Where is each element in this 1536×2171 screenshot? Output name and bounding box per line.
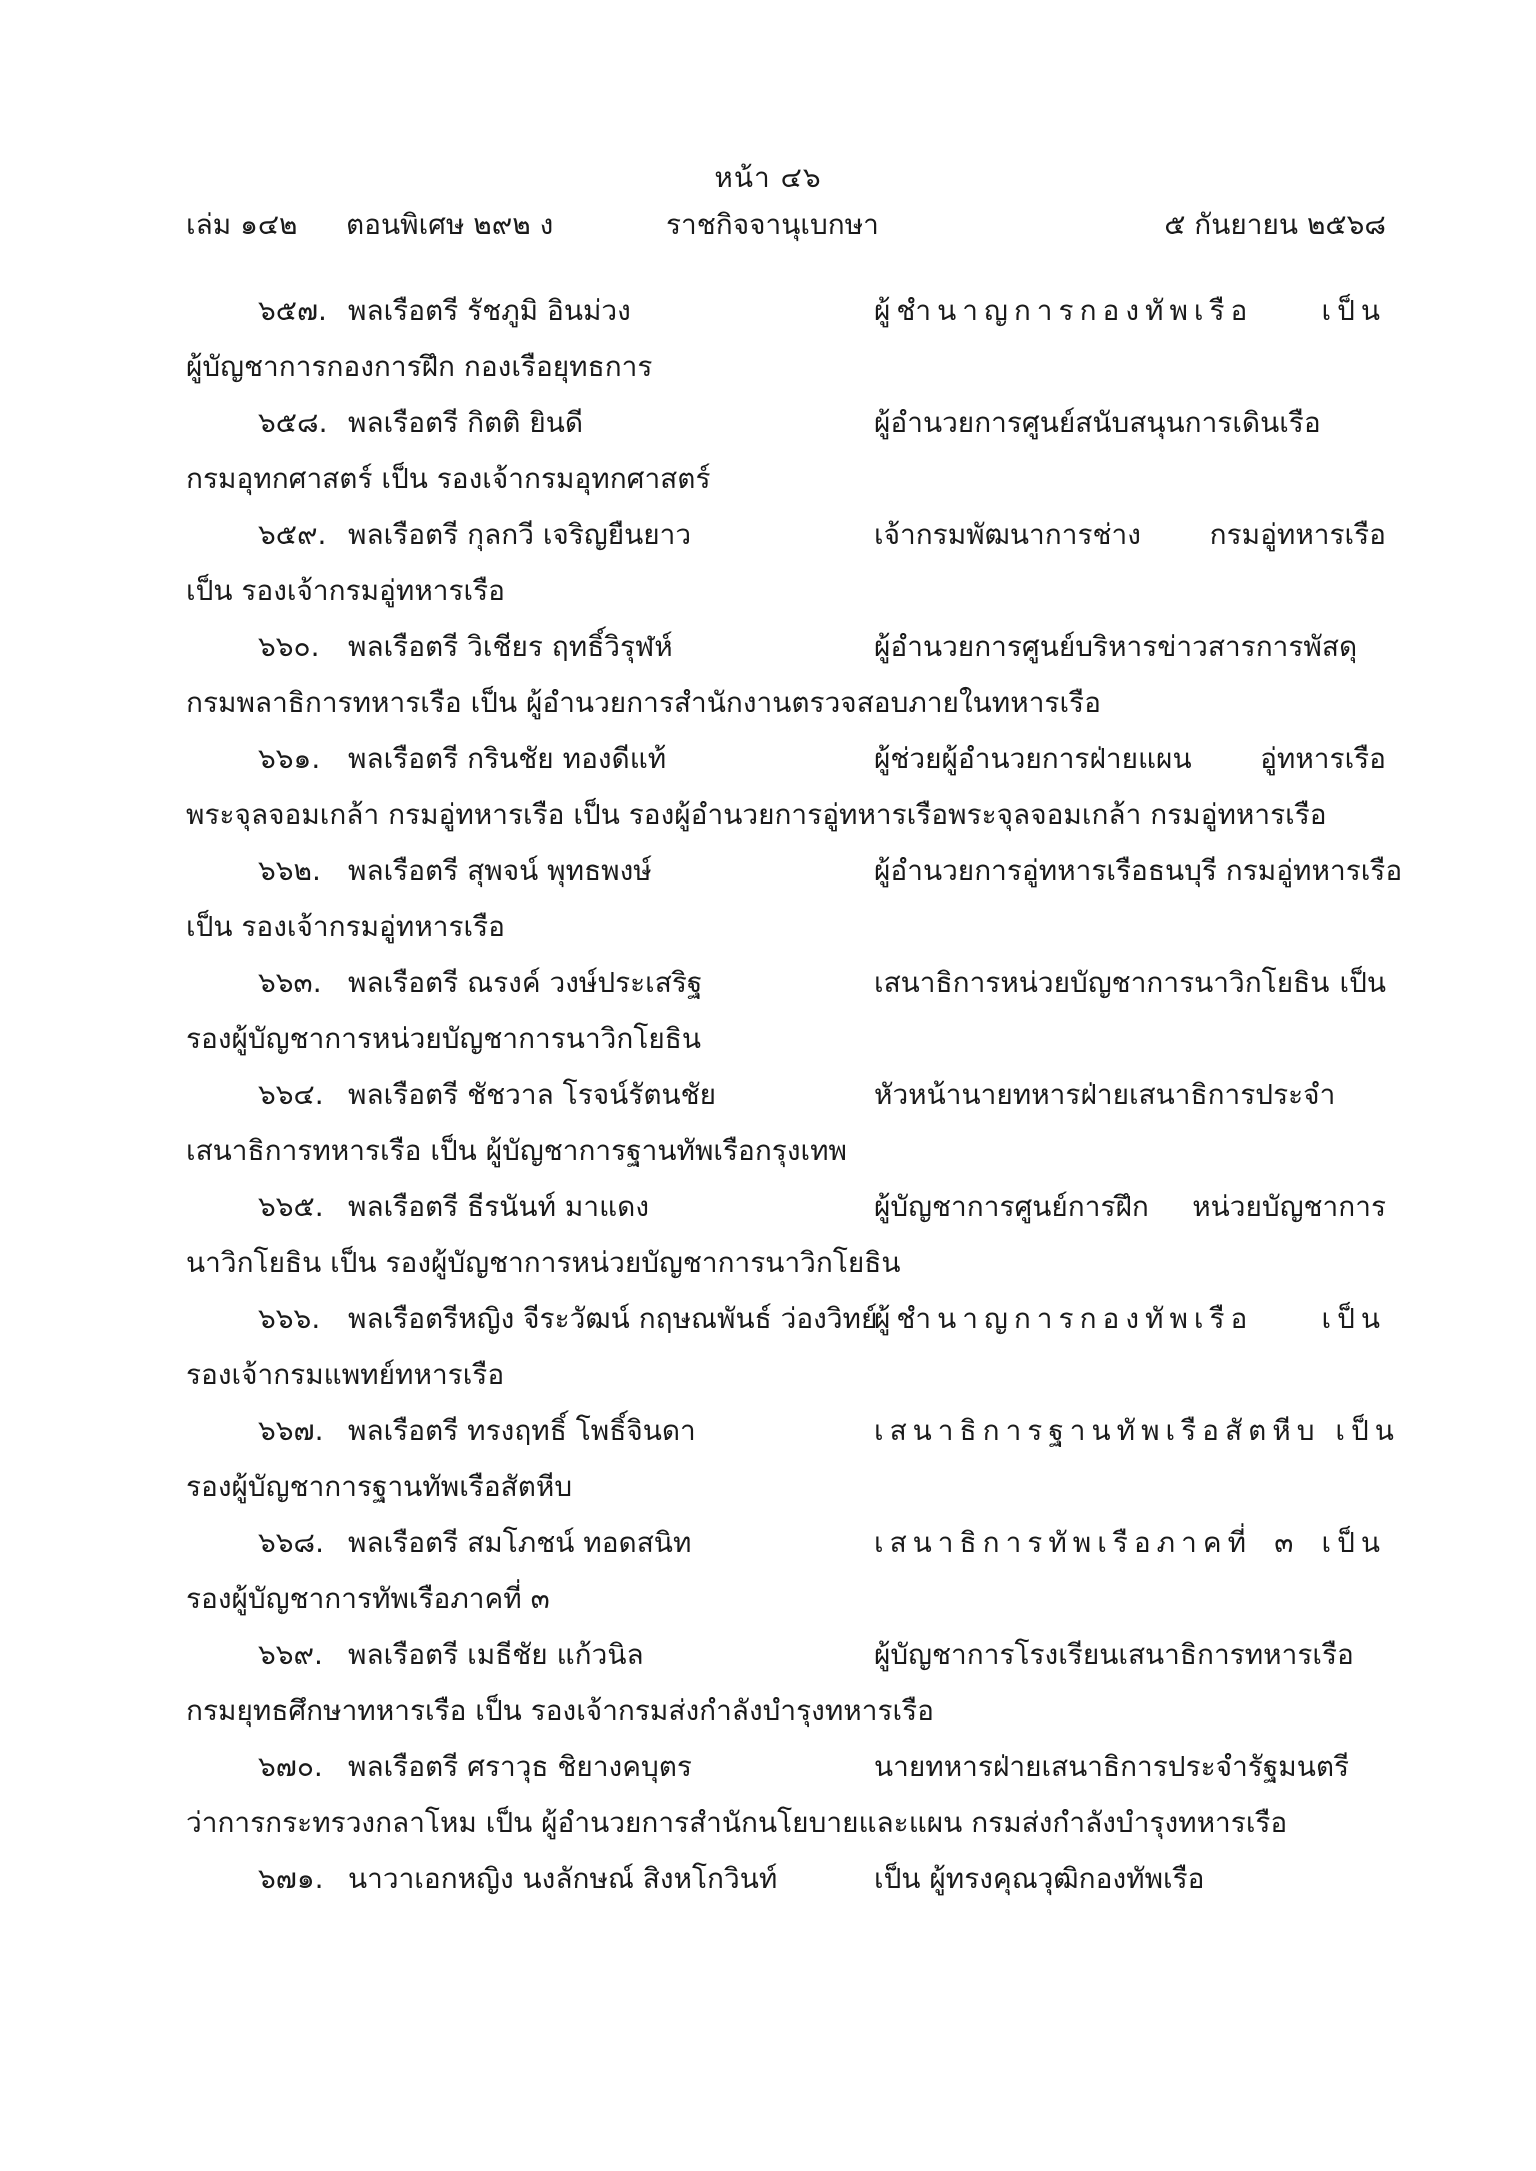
entry-continuation: รองผู้บัญชาการทัพเรือภาคที่ ๓ <box>186 1582 550 1615</box>
entry-continuation: รองเจ้ากรมแพทย์ทหารเรือ <box>186 1358 505 1391</box>
entry-continuation: รองผู้บัญชาการฐานทัพเรือสัตหีบ <box>186 1470 573 1503</box>
entry-name: พลเรือตรีหญิง จีระวัฒน์ กฤษณพันธ์ ว่องวิทย์ <box>348 1302 878 1335</box>
entry-number: ๖๖๙. <box>258 1638 323 1671</box>
entry-name: พลเรือตรี ชัชวาล โรจน์รัตนชัย <box>348 1078 717 1111</box>
appointment-entry <box>186 507 1386 619</box>
appointment-entry <box>186 1627 1386 1739</box>
entry-continuation: รองผู้บัญชาการหน่วยบัญชาการนาวิกโยธิน <box>186 1022 702 1055</box>
entry-number: ๖๖๒. <box>258 854 321 887</box>
appointment-entry <box>186 1403 1400 1515</box>
entry-position: ผู้ช่วยผู้อำนวยการฝ่ายแผน อู่ทหารเรือ <box>874 742 1386 775</box>
entry-number: ๖๖๔. <box>258 1078 324 1111</box>
appointment-entry <box>186 283 1386 395</box>
entry-number: ๖๖๘. <box>258 1526 325 1559</box>
appointment-entry <box>186 843 1403 955</box>
entry-position: เป็น ผู้ทรงคุณวุฒิกองทัพเรือ <box>874 1862 1205 1895</box>
entry-position: เสนาธิการหน่วยบัญชาการนาวิกโยธิน เป็น <box>874 966 1386 999</box>
entry-position: ผู้อำนวยการอู่ทหารเรือธนบุรี กรมอู่ทหารเรือ <box>874 854 1403 887</box>
appointment-entry <box>186 1067 1386 1179</box>
entry-position: ผู้ชำนาญการกองทัพเรือ เป็น <box>874 1302 1386 1335</box>
entry-name: พลเรือตรี รัชภูมิ อินม่วง <box>348 294 631 327</box>
entry-continuation: เสนาธิการทหารเรือ เป็น ผู้บัญชาการฐานทัพเรือกรุงเทพ <box>186 1134 847 1167</box>
entry-position: ผู้ชำนาญการกองทัพเรือ เป็น <box>874 294 1386 327</box>
entry-continuation: กรมพลาธิการทหารเรือ เป็น ผู้อำนวยการสำนักงานตรวจสอบภายในทหารเรือ <box>186 686 1101 719</box>
appointment-entry <box>186 1739 1386 1851</box>
entry-position: เสนาธิการทัพเรือภาคที่ ๓ เป็น <box>874 1526 1386 1559</box>
entry-continuation: เป็น รองเจ้ากรมอู่ทหารเรือ <box>186 574 505 607</box>
entry-continuation: พระจุลจอมเกล้า กรมอู่ทหารเรือ เป็น รองผู้อำนวยการอู่ทหารเรือพระจุลจอมเกล้า กรมอู่ทหารเรือ <box>186 798 1327 831</box>
entry-number: ๖๖๕. <box>258 1190 324 1223</box>
entry-position: เจ้ากรมพัฒนาการช่าง กรมอู่ทหารเรือ <box>874 518 1386 551</box>
entry-position: หัวหน้านายทหารฝ่ายเสนาธิการประจำ <box>874 1078 1336 1111</box>
entry-continuation: เป็น รองเจ้ากรมอู่ทหารเรือ <box>186 910 505 943</box>
entry-number: ๖๖๑. <box>258 742 321 775</box>
entry-position: ผู้อำนวยการศูนย์สนับสนุนการเดินเรือ <box>874 406 1321 439</box>
appointment-entry <box>186 1851 1386 1907</box>
page-number: หน้า ๔๖ <box>714 161 822 194</box>
appointment-entry <box>186 1515 1386 1627</box>
issue-date: ๕ กันยายน ๒๕๖๘ <box>1164 208 1386 241</box>
entry-number: ๖๕๗. <box>258 294 327 327</box>
entry-number: ๖๕๙. <box>258 518 327 551</box>
entry-name: พลเรือตรี กรินชัย ทองดีแท้ <box>348 742 667 775</box>
entry-number: ๖๕๘. <box>258 406 328 439</box>
appointment-entry <box>186 1291 1386 1403</box>
entry-continuation: กรมอุทกศาสตร์ เป็น รองเจ้ากรมอุทกศาสตร์ <box>186 462 711 495</box>
gazette-title: ราชกิจจานุเบกษา <box>666 208 879 241</box>
entry-number: ๖๖๓. <box>258 966 322 999</box>
entry-name: พลเรือตรี กิตติ ยินดี <box>348 406 584 439</box>
entry-name: พลเรือตรี ธีรนันท์ มาแดง <box>348 1190 650 1223</box>
issue-label: ตอนพิเศษ ๒๙๒ ง <box>346 208 554 241</box>
entry-name: พลเรือตรี สมโภชน์ ทอดสนิท <box>348 1526 692 1559</box>
entry-position: ผู้อำนวยการศูนย์บริหารข่าวสารการพัสดุ <box>874 630 1358 663</box>
gazette-header <box>186 205 1386 245</box>
entry-name: พลเรือตรี ทรงฤทธิ์ โพธิ์จินดา <box>348 1414 696 1447</box>
entry-name: พลเรือตรี ณรงค์ วงษ์ประเสริฐ <box>348 966 703 999</box>
entry-name: นาวาเอกหญิง นงลักษณ์ สิงหโกวินท์ <box>348 1862 778 1895</box>
appointment-entry <box>186 731 1386 843</box>
entry-number: ๖๗๑. <box>258 1862 324 1895</box>
entry-name: พลเรือตรี สุพจน์ พุทธพงษ์ <box>348 854 652 887</box>
entry-continuation: ผู้บัญชาการกองการฝึก กองเรือยุทธการ <box>186 350 653 383</box>
appointment-entry <box>186 955 1386 1067</box>
entry-name: พลเรือตรี เมธีชัย แก้วนิล <box>348 1638 644 1671</box>
entry-name: พลเรือตรี กุลกวี เจริญยืนยาว <box>348 518 692 551</box>
entry-position: เสนาธิการฐานทัพเรือสัตหีบ เป็น <box>874 1414 1400 1447</box>
entry-position: ผู้บัญชาการศูนย์การฝึก หน่วยบัญชาการ <box>874 1190 1386 1223</box>
entry-number: ๖๖๖. <box>258 1302 321 1335</box>
entry-continuation: นาวิกโยธิน เป็น รองผู้บัญชาการหน่วยบัญชาการนาวิกโยธิน <box>186 1246 901 1279</box>
appointment-entry <box>186 1179 1386 1291</box>
entry-number: ๖๖๐. <box>258 630 320 663</box>
entry-number: ๖๗๐. <box>258 1750 323 1783</box>
entry-continuation: กรมยุทธศึกษาทหารเรือ เป็น รองเจ้ากรมส่งกำลังบำรุงทหารเรือ <box>186 1694 934 1727</box>
entry-number: ๖๖๗. <box>258 1414 324 1447</box>
appointment-list <box>186 283 1403 1907</box>
entry-position: ผู้บัญชาการโรงเรียนเสนาธิการทหารเรือ <box>874 1638 1354 1671</box>
appointment-entry <box>186 619 1386 731</box>
volume-label: เล่ม ๑๔๒ <box>186 208 298 241</box>
appointment-entry <box>186 395 1386 507</box>
entry-position: นายทหารฝ่ายเสนาธิการประจำรัฐมนตรี <box>874 1750 1350 1783</box>
entry-name: พลเรือตรี ศราวุธ ชิยางคบุตร <box>348 1750 692 1783</box>
entry-name: พลเรือตรี วิเชียร ฤทธิ์วิรุฬห์ <box>348 630 673 663</box>
entry-continuation: ว่าการกระทรวงกลาโหม เป็น ผู้อำนวยการสำนักนโยบายและแผน กรมส่งกำลังบำรุงทหารเรือ <box>186 1806 1288 1839</box>
